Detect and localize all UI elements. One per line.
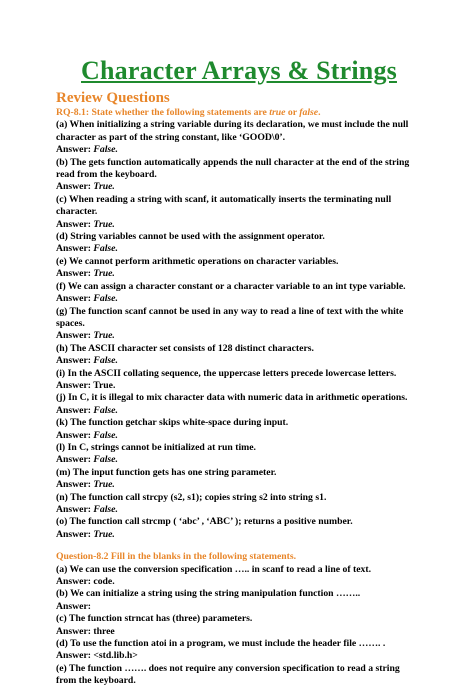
answer-value: True. (93, 330, 115, 342)
answer-line (56, 144, 422, 156)
answer-value: False. (93, 504, 118, 515)
answer-label: Answer: (56, 181, 94, 193)
answer-value: True. (93, 181, 115, 193)
question-line: (j) In C, it is illegal to mix character data with numeric data in arithmetic operations. (56, 392, 408, 404)
rq1-heading (56, 107, 422, 119)
q2-heading: Question-8.2 Fill in the blanks in the following statements. (56, 551, 297, 563)
answer-value: False. (93, 293, 118, 305)
answer-label: Answer: (56, 454, 94, 466)
answer-line (56, 380, 422, 392)
question-line: (f) We can assign a character constant or a character variable to an int type variable. (56, 280, 406, 292)
page-title: Character Arrays & Strings (81, 56, 397, 85)
answer-label: Answer: (56, 429, 94, 441)
answer-line (56, 479, 422, 491)
question-line: (m) The input function gets has one string parameter. (56, 466, 277, 478)
answer-value: False. (93, 355, 118, 367)
question-line: (l) In C, strings cannot be initialized at run time. (56, 441, 256, 453)
answer-label: Answer: (56, 504, 94, 515)
answer-line (56, 355, 422, 367)
answer-value: False. (93, 429, 118, 441)
answer-value: True. (93, 218, 115, 230)
answer-label: Answer: (56, 379, 94, 391)
answer-line: Answer: three (56, 625, 115, 637)
question-line: (k) The function getchar skips white-space during input. (56, 417, 289, 429)
question-line-continued: character as part of the string constant, like ‘GOOD\0’. (56, 131, 286, 143)
question-line: (i) In the ASCII collating sequence, the uppercase letters precede lowercase letters. (56, 367, 397, 379)
question-line: (g) The function scanf cannot be used in any way to read a line of text with the white (56, 305, 404, 317)
section-heading: Review Questions (56, 90, 170, 106)
answer-value: True. (93, 479, 115, 491)
answer-value: True. (93, 528, 115, 540)
answer-value: False. (93, 144, 118, 156)
answer-line (56, 243, 422, 255)
answer-label: Answer: (56, 218, 94, 230)
answer-value: True. (93, 268, 115, 280)
question-line: (a) We can use the conversion specification ….. in scanf to read a line of text. (56, 563, 371, 575)
answer-label: Answer: (56, 330, 94, 342)
q2-items (56, 564, 422, 688)
answer-line (56, 529, 422, 541)
question-line-continued: character. (56, 206, 98, 218)
answer-label: Answer: (56, 293, 94, 305)
rq1-heading-or: or (285, 107, 300, 118)
answer-line (56, 219, 422, 231)
question-line: from the keyboard. (56, 675, 136, 687)
rq1-heading-end: . (318, 107, 321, 118)
answer-value: True. (93, 379, 116, 391)
answer-label: Answer: (56, 404, 94, 416)
answer-label: Answer: (56, 479, 94, 491)
question-line-continued: read from the keyboard. (56, 169, 157, 181)
question-line: (b) The gets function automatically appends the null character at the end of the string (56, 156, 410, 168)
rq1-heading-false: false (299, 107, 319, 118)
answer-value: False. (93, 404, 118, 416)
question-line: (c) When reading a string with scanf, it automatically inserts the terminating null (56, 193, 392, 205)
answer-line (56, 454, 422, 466)
answer-value: False. (93, 243, 118, 255)
answer-label: Answer: (56, 268, 94, 280)
answer-line: Answer: code. (56, 576, 115, 588)
question-line: (e) The function ……. does not require any conversion specification to read a string (56, 662, 400, 674)
question-line: (d) String variables cannot be used with the assignment operator. (56, 231, 325, 243)
answer-label: Answer: (56, 528, 94, 540)
rq1-heading-true: true (269, 107, 286, 118)
question-line: (d) To use the function atoi in a program, we must include the header file ……. . (56, 638, 386, 650)
rq1-heading-text: RQ-8.1: State whether the following statements are (56, 107, 270, 118)
answer-line (56, 330, 422, 342)
question-line-continued: spaces. (56, 317, 85, 329)
question-line: (b) We can initialize a string using the string manipulation function …….. (56, 588, 361, 600)
question-line: (a) When initializing a string variable during its declaration, we must include the null (56, 119, 409, 131)
answer-label: Answer: (56, 355, 94, 367)
question-line: (c) The function strncat has (three) parameters. (56, 613, 253, 625)
answer-line (56, 405, 422, 417)
question-line: (n) The function call strcpy (s2, s1); copies string s2 into string s1. (56, 491, 327, 503)
answer-line (56, 268, 422, 280)
answer-value: False. (93, 454, 118, 466)
question-line: (h) The ASCII character set consists of 128 distinct characters. (56, 342, 314, 354)
rq1-items (56, 119, 422, 541)
answer-line (56, 504, 422, 516)
answer-line (56, 430, 422, 442)
answer-line: Answer: <std.lib.h> (56, 650, 138, 662)
answer-line: Answer: (56, 600, 91, 612)
answer-label: Answer: (56, 144, 94, 156)
answer-line (56, 181, 422, 193)
answer-label: Answer: (56, 243, 94, 255)
question-line: (o) The function call strcmp ( ‘abc’ , ‘ABC’ ); returns a positive number. (56, 516, 353, 528)
answer-line (56, 293, 422, 305)
question-line: (e) We cannot perform arithmetic operations on character variables. (56, 255, 339, 267)
